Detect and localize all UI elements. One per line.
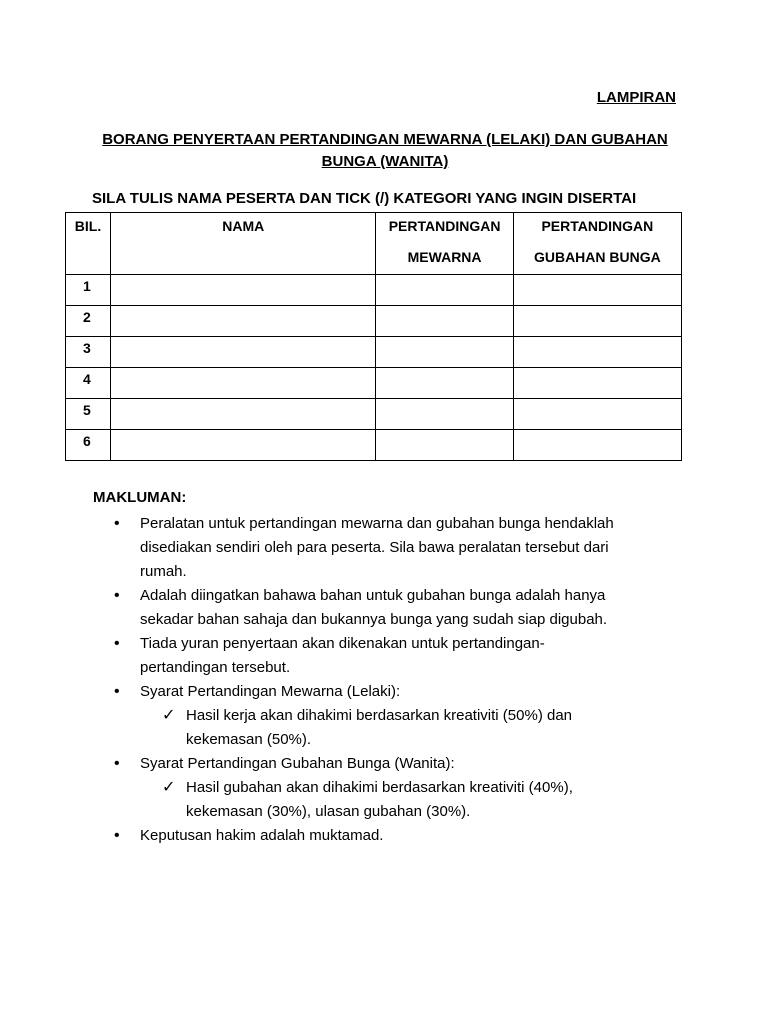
gubahan-tick-cell[interactable]: [513, 368, 681, 399]
sub-list-item: [140, 776, 690, 824]
nama-cell[interactable]: [111, 430, 376, 461]
table-row: [66, 399, 682, 430]
header-gubahan-line-2: GUBAHAN BUNGA: [533, 249, 661, 265]
sub-list: [140, 704, 690, 752]
header-gubahan: [513, 213, 681, 275]
gubahan-tick-cell[interactable]: [513, 337, 681, 368]
nama-cell[interactable]: [111, 275, 376, 306]
mewarna-tick-cell[interactable]: [376, 399, 513, 430]
nama-cell[interactable]: [111, 306, 376, 337]
gubahan-tick-cell[interactable]: [513, 275, 681, 306]
table-row: [66, 430, 682, 461]
row-number: 2: [66, 306, 111, 337]
note-line: Hasil kerja akan dihakimi berdasarkan kreativiti (50%) dan: [186, 707, 573, 724]
sub-list-item: [140, 704, 690, 752]
mewarna-tick-cell[interactable]: [376, 306, 513, 337]
table-row: [66, 368, 682, 399]
note-line: kekemasan (30%), ulasan gubahan (30%).: [186, 803, 471, 820]
entry-table: [65, 212, 682, 461]
header-mewarna-line-2: MEWARNA: [407, 249, 482, 265]
mewarna-tick-cell[interactable]: [376, 430, 513, 461]
header-mewarna-line-1: PERTANDINGAN: [388, 218, 501, 234]
makluman-title: MAKLUMAN:: [93, 489, 187, 506]
table-header-row: [66, 213, 682, 275]
header-mewarna: [376, 213, 513, 275]
mewarna-tick-cell[interactable]: [376, 337, 513, 368]
checkmark-icon: ✓: [162, 779, 176, 796]
list-item: [110, 632, 690, 680]
row-number: 5: [66, 399, 111, 430]
gubahan-tick-cell[interactable]: [513, 399, 681, 430]
form-title-line-1: BORANG PENYERTAAN PERTANDINGAN MEWARNA (LELAKI) DAN GUBAHAN: [102, 131, 668, 148]
nama-cell[interactable]: [111, 399, 376, 430]
list-item: [110, 680, 690, 752]
note-line: • Keputusan hakim adalah muktamad.: [140, 827, 384, 844]
form-title-line-2: BUNGA (WANITA): [321, 153, 449, 170]
header-nama: NAMA: [111, 213, 376, 275]
row-number: 4: [66, 368, 111, 399]
list-item: [110, 584, 690, 632]
note-line: • Tiada yuran penyertaan akan dikenakan untuk pertandingan-: [140, 635, 545, 652]
note-line: • Syarat Pertandingan Gubahan Bunga (Wanita):: [140, 755, 455, 772]
nama-cell[interactable]: [111, 337, 376, 368]
table-row: [66, 306, 682, 337]
header-bil: BIL.: [66, 213, 111, 275]
checkmark-icon: ✓: [162, 707, 176, 724]
note-line: sekadar bahan sahaja dan bukannya bunga yang sudah siap digubah.: [140, 611, 608, 628]
table-row: [66, 275, 682, 306]
sub-list: [140, 776, 690, 824]
nama-cell[interactable]: [111, 368, 376, 399]
note-line: • Peralatan untuk pertandingan mewarna dan gubahan bunga hendaklah: [140, 515, 614, 532]
note-line: pertandingan tersebut.: [140, 659, 291, 676]
mewarna-tick-cell[interactable]: [376, 275, 513, 306]
makluman-list: [110, 512, 690, 848]
lampiran-label: LAMPIRAN: [596, 89, 676, 106]
note-line: • Adalah diingatkan bahawa bahan untuk gubahan bunga adalah hanya: [140, 587, 606, 604]
table-row: [66, 337, 682, 368]
note-line: kekemasan (50%).: [186, 731, 312, 748]
mewarna-tick-cell[interactable]: [376, 368, 513, 399]
row-number: 3: [66, 337, 111, 368]
instruction-text: SILA TULIS NAMA PESERTA DAN TICK (/) KATEGORI YANG INGIN DISERTAI: [92, 190, 637, 207]
header-gubahan-line-1: PERTANDINGAN: [541, 218, 654, 234]
note-line: Hasil gubahan akan dihakimi berdasarkan kreativiti (40%),: [186, 779, 573, 796]
list-item: [110, 824, 690, 848]
gubahan-tick-cell[interactable]: [513, 306, 681, 337]
list-item: [110, 512, 690, 584]
note-line: disediakan sendiri oleh para peserta. Sila bawa peralatan tersebut dari: [140, 539, 609, 556]
form-title: [90, 129, 680, 173]
note-line: • Syarat Pertandingan Mewarna (Lelaki):: [140, 683, 401, 700]
note-line: rumah.: [140, 563, 187, 580]
list-item: [110, 752, 690, 824]
row-number: 1: [66, 275, 111, 306]
gubahan-tick-cell[interactable]: [513, 430, 681, 461]
row-number: 6: [66, 430, 111, 461]
